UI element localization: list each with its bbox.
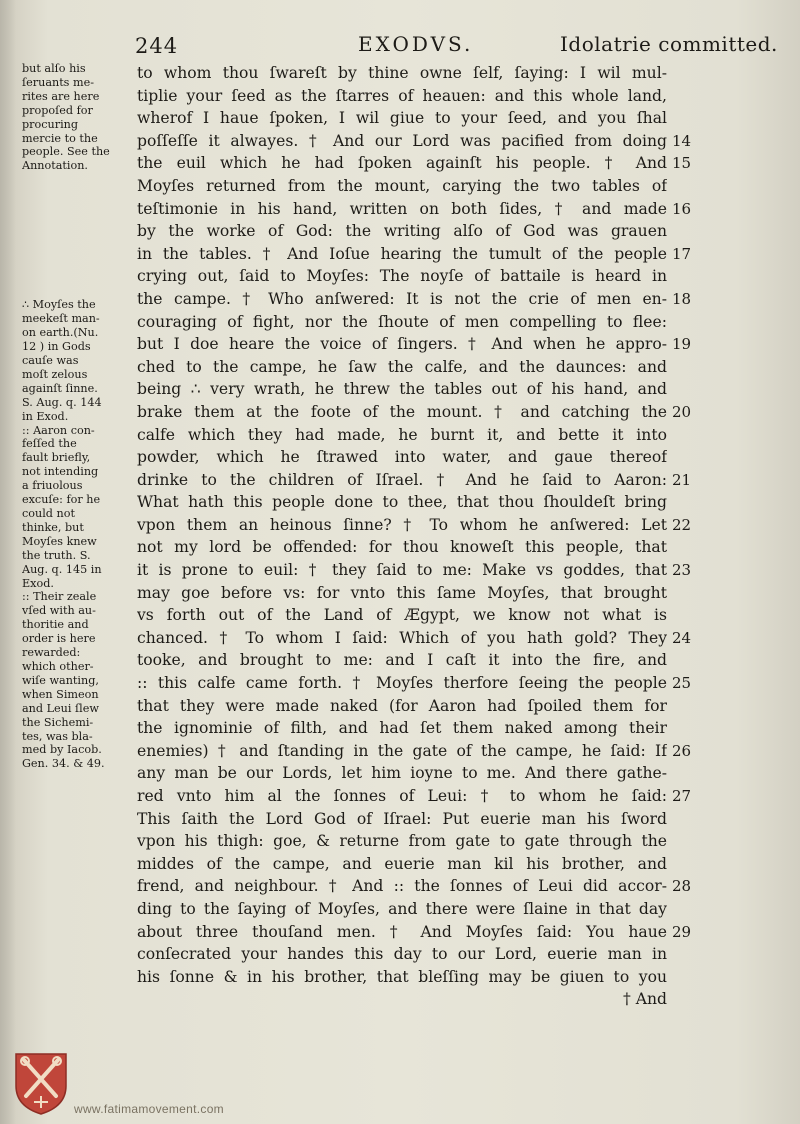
binding-shadow xyxy=(0,0,16,1124)
text-line: poſſeſſe it alwayes. † And our Lord was pacified from doing xyxy=(137,131,667,150)
verse-number xyxy=(672,491,712,514)
margin-note-line: which other- xyxy=(22,659,94,673)
verse-number xyxy=(672,582,712,605)
verse-number: 24 xyxy=(672,628,692,647)
margin-note-line: ſeruants me- xyxy=(22,75,94,89)
text-line: brake them at the foote of the mount. † and catching the xyxy=(137,402,667,421)
text-line: not my lord be offended: for thou knoweſt this people, that xyxy=(137,538,667,557)
verse-number xyxy=(672,695,712,718)
margin-note-line: againſt ſinne. xyxy=(22,381,98,395)
margin-note-line: order is here xyxy=(22,632,96,646)
text-line: middes of the campe, and euerie man kil his brother, and xyxy=(137,854,667,873)
verse-number xyxy=(672,536,712,559)
verse-number: 19 xyxy=(672,335,692,354)
verse-number xyxy=(672,966,712,989)
margin-note-line xyxy=(22,201,134,215)
verse-number xyxy=(672,175,712,198)
text-line: the euil which he had ſpoken againſt his people. † And xyxy=(137,154,667,173)
margin-note-line: :: Aaron con- xyxy=(22,423,95,437)
text-line: to whom thou ſwareſt by thine owne ſelf, ſaying: I wil mul- xyxy=(137,64,667,82)
margin-note-line xyxy=(22,285,134,299)
verse-number-column xyxy=(672,62,712,1011)
verse-number: 20 xyxy=(672,402,692,421)
margin-note-line xyxy=(22,187,134,201)
main-text-column xyxy=(137,62,667,1011)
text-line: frend, and neighbour. † And :: the ſonnes of Leui did accor- xyxy=(137,877,667,896)
verse-number xyxy=(672,853,712,876)
text-line: tooke, and brought to me: and I caſt it into the fire, and xyxy=(137,651,667,670)
verse-number xyxy=(672,424,712,447)
margin-note-line: med by Iacob. xyxy=(22,743,102,757)
verse-number xyxy=(672,943,712,966)
margin-note-line: procuring xyxy=(22,117,79,131)
margin-note-line: Moyſes knew xyxy=(22,534,97,548)
text-line: drinke to the children of Iſrael. † And he ſaid to Aaron: xyxy=(137,470,667,489)
text-line: ched to the campe, he ſaw the calfe, and the daunces: and xyxy=(137,357,667,376)
text-line: red vnto him al the ſonnes of Leui: † to whom he ſaid: xyxy=(137,787,667,805)
margin-note-line: S. Aug. q. 144 xyxy=(22,395,102,409)
text-line: his ſonne & in his brother, that bleſſing may be giuen to you xyxy=(137,967,667,986)
margin-note-line xyxy=(22,215,134,229)
verse-number xyxy=(672,717,712,740)
text-line: :: this calfe came forth. † Moyſes therfore ſeeing the people xyxy=(137,674,667,693)
text-line: Moyſes returned from the mount, carying the two tables of xyxy=(137,176,667,195)
verse-number: 16 xyxy=(672,199,692,218)
verse-number: 15 xyxy=(672,154,692,173)
margin-note-line: Exod. xyxy=(22,576,54,590)
chapter-title: Idolatrie committed. xyxy=(560,32,778,56)
page-number: 244 xyxy=(135,34,179,58)
margin-note-line: rewarded: xyxy=(22,646,81,660)
text-line: † And xyxy=(622,990,667,1009)
verse-number xyxy=(672,85,712,108)
margin-note-line: not intending xyxy=(22,465,99,479)
verse-number xyxy=(672,762,712,785)
margin-note-line xyxy=(22,173,134,187)
margin-note-line: tes, was bla- xyxy=(22,729,93,743)
verse-number: 22 xyxy=(672,515,692,534)
book-title: EXODVS. xyxy=(358,32,474,56)
margin-note-line: Annotation. xyxy=(22,159,88,173)
margin-note-line: fault briefly, xyxy=(22,451,91,465)
verse-number xyxy=(672,220,712,243)
margin-note-line: excuſe: for he xyxy=(22,493,101,507)
margin-note-line xyxy=(22,257,134,271)
margin-note-line: propoſed for xyxy=(22,103,93,117)
text-line: any man be our Lords, let him ioyne to me. And there gathe- xyxy=(137,764,667,783)
verse-number xyxy=(672,356,712,379)
verse-number xyxy=(672,446,712,469)
text-line: couraging of fight, nor the ſhoute of men compelling to flee: xyxy=(137,312,667,331)
verse-number xyxy=(672,311,712,334)
margin-note-line xyxy=(22,229,134,243)
verse-number: 21 xyxy=(672,470,692,489)
text-line: being ∴ very wrath, he threw the tables out of his hand, and xyxy=(137,380,667,399)
text-line: but I doe heare the voice of ſingers. † And when he appro- xyxy=(137,335,667,354)
margin-note-line: Gen. 34. & 49. xyxy=(22,757,105,771)
text-line: chanced. † To whom I ſaid: Which of you hath gold? They xyxy=(137,628,667,647)
text-line: vs forth out of the Land of Ægypt, we know not what is xyxy=(137,606,667,625)
text-line: calfe which they had made, he burnt it, and bette it into xyxy=(137,425,667,444)
margin-note-line: vſed with au- xyxy=(22,604,96,618)
margin-note-line: meekeſt man- xyxy=(22,312,100,326)
verse-number: 26 xyxy=(672,741,692,760)
text-line: may goe before vs: for vnto this ſame Moyſes, that brought xyxy=(137,583,667,602)
text-line: tiplie your ſeed as the ſtarres of heauen: and this whole land, xyxy=(137,86,667,105)
margin-note-line: Aug. q. 145 in xyxy=(22,562,102,576)
margin-note-line: and Leui ſlew xyxy=(22,701,99,715)
margin-note-line: wiſe wanting, xyxy=(22,673,99,687)
verse-number xyxy=(672,378,712,401)
site-watermark: www.fatimamovement.com xyxy=(74,1102,224,1116)
text-line: vpon them an heinous ſinne? † To whom he anſwered: Let xyxy=(137,515,667,534)
verse-number xyxy=(672,808,712,831)
margin-note-line: a friuolous xyxy=(22,479,83,493)
margin-note-line: could not xyxy=(22,507,75,520)
text-line: teſtimonie in his hand, written on both ſides, † and made xyxy=(137,199,667,218)
verse-number: 25 xyxy=(672,674,692,693)
margin-note-line: people. See the xyxy=(22,145,110,159)
verse-number xyxy=(672,62,712,85)
text-line: in the tables. † And Ioſue hearing the tumult of the people xyxy=(137,244,667,263)
margin-note-line: :: Their zeale xyxy=(22,590,97,604)
text-line: about three thouſand men. † And Moyſes ſaid: You haue xyxy=(137,922,667,941)
margin-note-line: feſſed the xyxy=(22,437,77,451)
text-line: conſecrated your handes this day to our Lord, euerie man in xyxy=(137,945,667,964)
margin-note-line: 12 ) in Gods xyxy=(22,340,91,354)
margin-note-line xyxy=(22,271,134,285)
text-line: What hath this people done to thee, that thou ſhouldeſt bring xyxy=(137,493,667,512)
verse-number xyxy=(672,898,712,921)
margin-note-line: moſt zelous xyxy=(22,367,88,381)
margin-note-line: when Simeon xyxy=(22,687,99,701)
text-line: powder, which he ſtrawed into water, and gaue thereof xyxy=(137,448,667,467)
text-line: This ſaith the Lord God of Iſrael: Put euerie man his ſword xyxy=(137,809,667,828)
margin-note-line: in Exod. xyxy=(22,409,69,423)
verse-number xyxy=(672,604,712,627)
verse-number xyxy=(672,107,712,130)
verse-number xyxy=(672,649,712,672)
text-line: wherof I haue ſpoken, I wil giue to your ſeed, and you ſhal xyxy=(137,109,667,128)
verse-number xyxy=(672,988,712,1011)
verse-number: 17 xyxy=(672,244,692,263)
margin-notes xyxy=(22,62,134,771)
text-line: vpon his thigh: goe, & returne from gate to gate through the xyxy=(137,832,667,851)
margin-note-line: on earth.(Nu. xyxy=(22,326,99,340)
margin-note-line: the truth. S. xyxy=(22,548,91,562)
verse-number: 18 xyxy=(672,289,692,308)
margin-note-line: but alſo his xyxy=(22,62,86,75)
margin-note-line: the Sichemi- xyxy=(22,715,94,729)
margin-note-line xyxy=(22,243,134,257)
text-line: ding to the ſaying of Moyſes, and there were ſlaine in that day xyxy=(137,899,667,918)
verse-number: 28 xyxy=(672,877,692,896)
verse-number xyxy=(672,830,712,853)
verse-number: 29 xyxy=(672,922,692,941)
margin-note-line: thoritie and xyxy=(22,618,89,632)
verse-number: 14 xyxy=(672,131,692,150)
text-line: the ignominie of filth, and had ſet them naked among their xyxy=(137,719,667,738)
margin-note-line: thinke, but xyxy=(22,520,84,534)
text-line: by the worke of God: the writing alſo of God was grauen xyxy=(137,222,667,241)
running-head xyxy=(0,28,800,62)
papal-emblem-icon xyxy=(12,1050,70,1116)
text-line: crying out, ſaid to Moyſes: The noyſe of battaile is heard in xyxy=(137,267,667,286)
verse-number: 23 xyxy=(672,561,692,580)
margin-note-line: ∴ Moyſes the xyxy=(22,298,96,312)
text-line: enemies) † and ſtanding in the gate of the campe, he ſaid: If xyxy=(137,741,667,760)
margin-note-line: mercie to the xyxy=(22,131,98,145)
margin-note-line: cauſe was xyxy=(22,354,79,368)
text-line: that they were made naked (for Aaron had ſpoiled them for xyxy=(137,696,667,715)
text-line: the campe. † Who anſwered: It is not the crie of men en- xyxy=(137,289,667,308)
verse-number: 27 xyxy=(672,787,692,805)
verse-number xyxy=(672,265,712,288)
text-line: it is prone to euil: † they ſaid to me: Make vs goddes, that xyxy=(137,561,667,580)
margin-note-line: rites are here xyxy=(22,89,100,103)
